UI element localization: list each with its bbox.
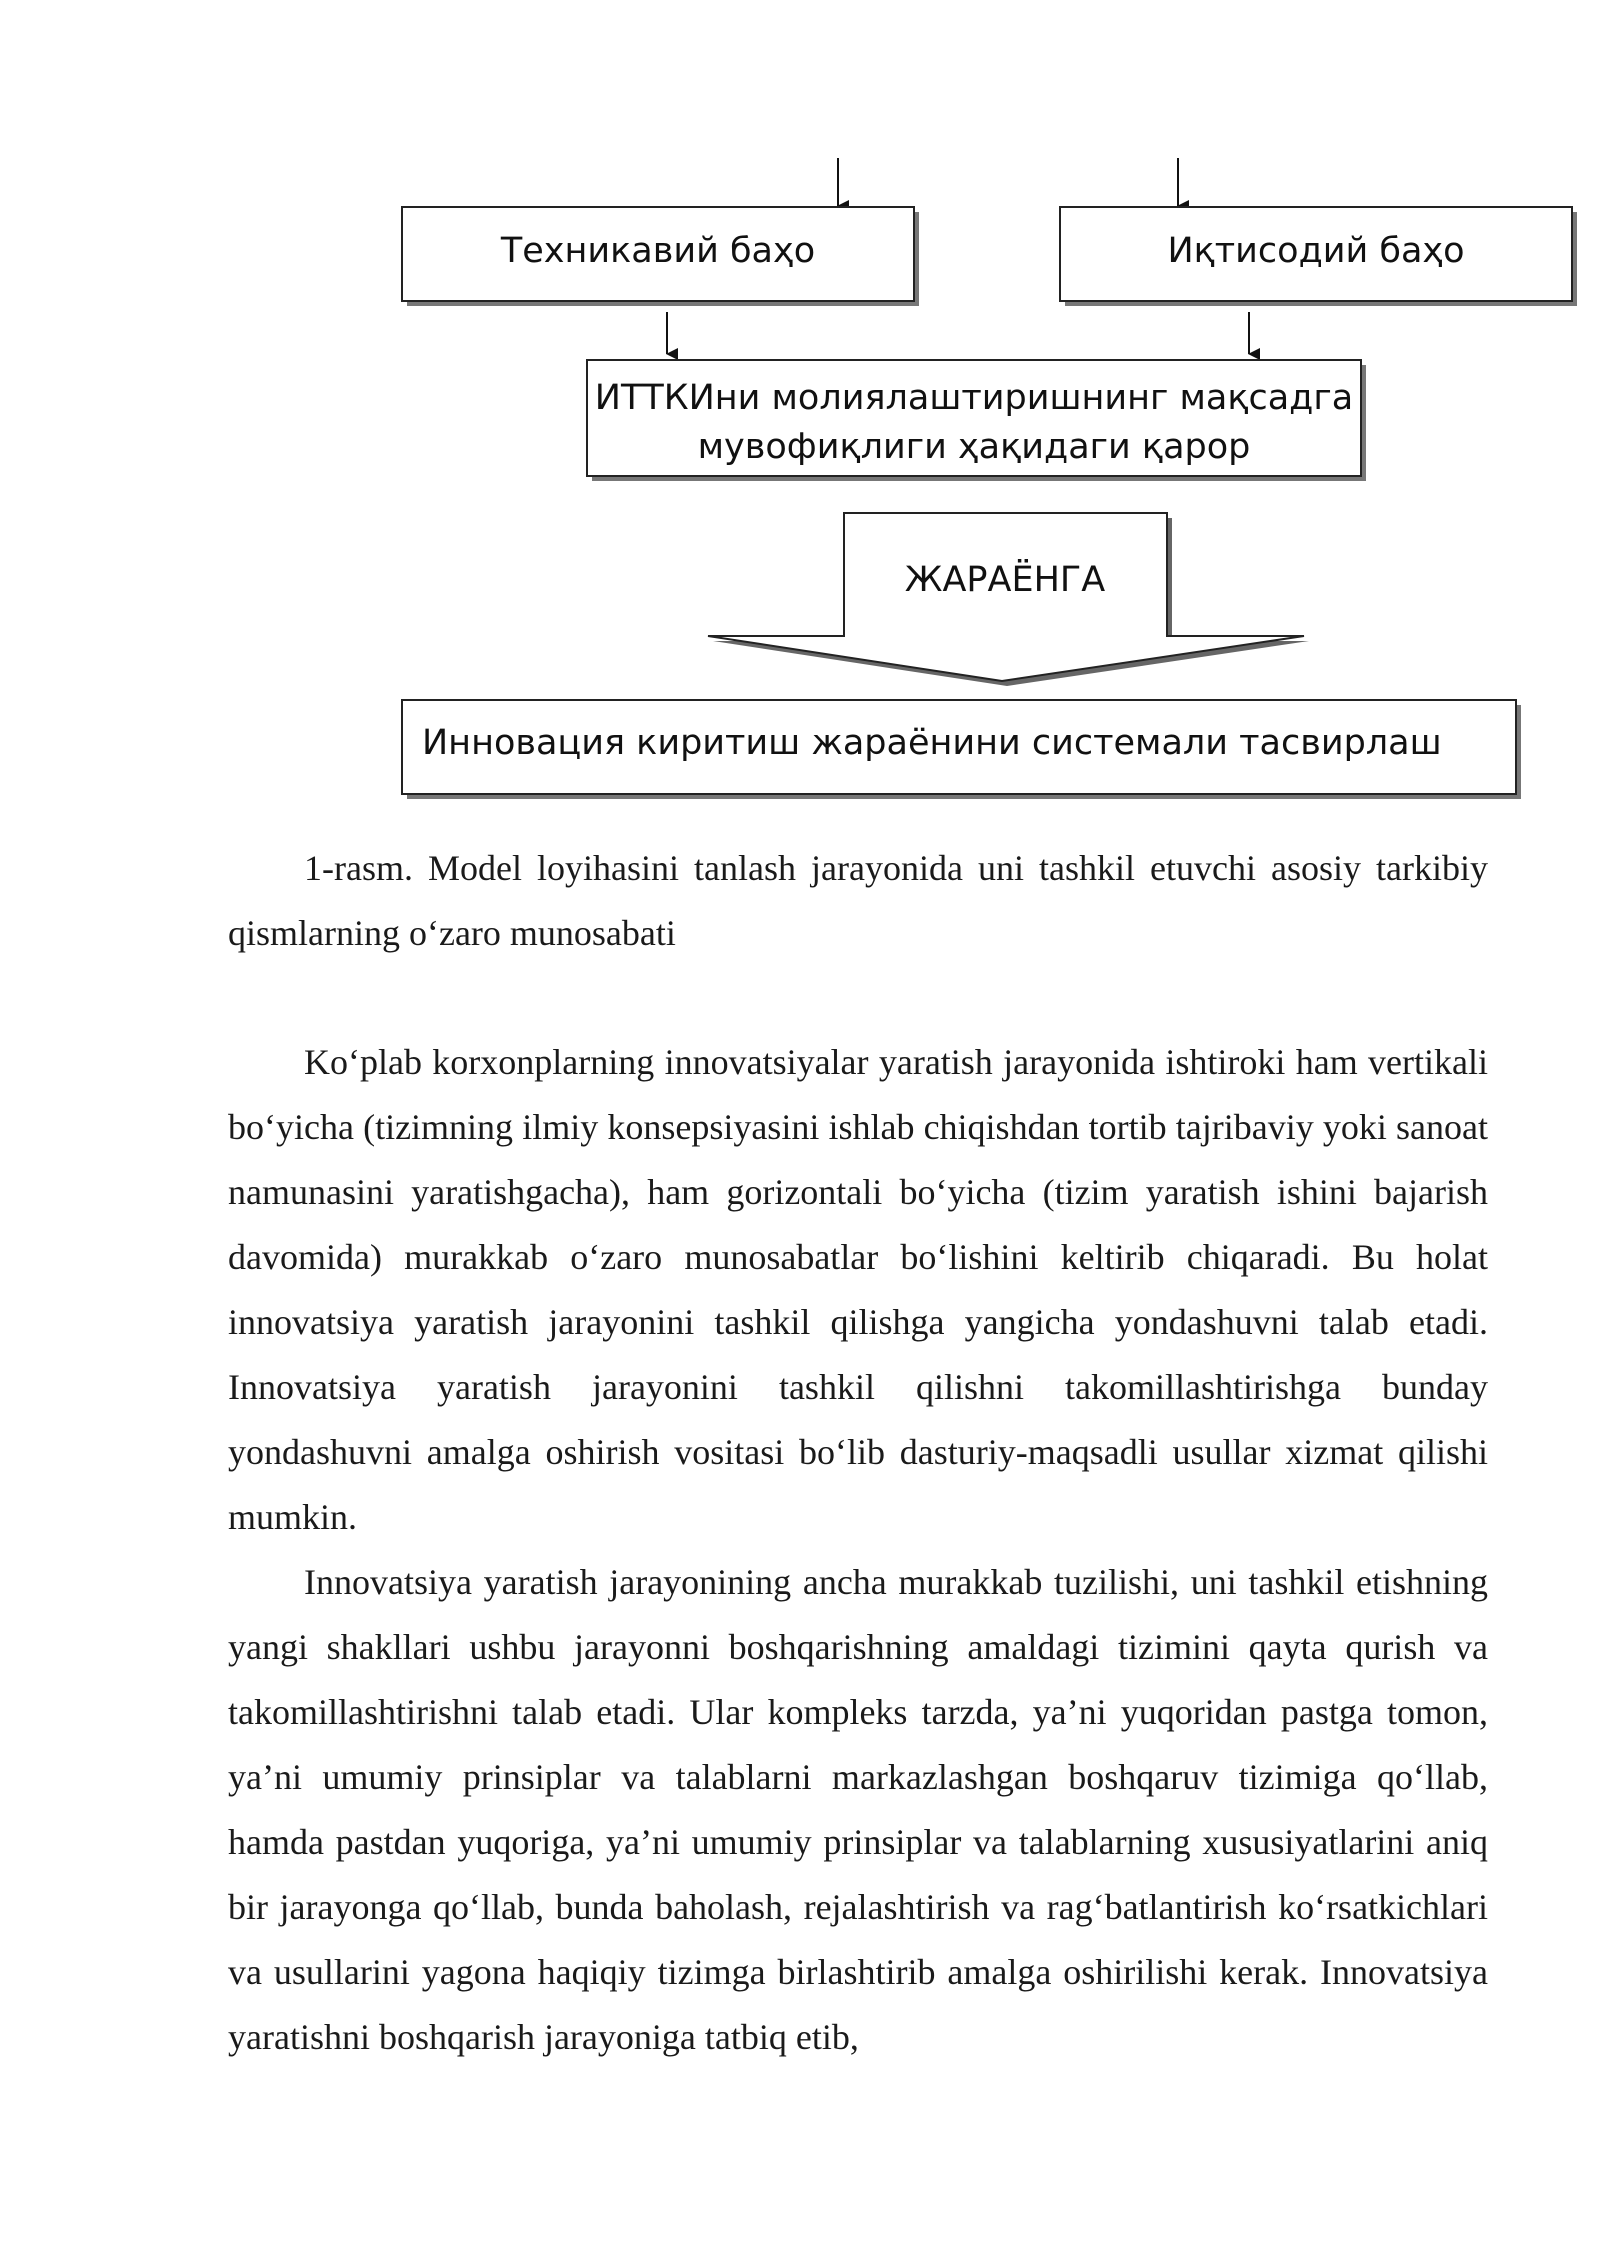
funding-decision-line2: мувофиқлиги ҳақидаги қарор — [697, 427, 1251, 467]
funding-decision-line1: ИТТКИни молиялаштиришнинг мақсадга — [594, 378, 1354, 418]
econ-eval-box — [1060, 207, 1577, 306]
funding-decision-box — [587, 360, 1366, 481]
process-arrow-label: ЖАРАЁНГА — [904, 560, 1106, 600]
paragraph-1: Ko‘plab korxonplarning innovatsiyalar yaratish jarayonida ishtiroki ham vertikali bo‘yicha (tizimning ilmiy konsepsiyasini ishlab chiqishdan tortib tajribaviy yoki sanoat namunasini yaratishgacha), ham gorizontali bo‘yicha (tizim yaratish ishini bajarish davomida) murakkab o‘zaro munosabatlar bo‘lishini keltirib chiqaradi. Bu holat innovatsiya yaratish jarayonini tashkil qilishga yangicha yondashuvni talab etadi. Innovatsiya yaratish jarayonini tashkil qilishni takomillashtirishga bunday yondashuvni amalga oshirish vositasi bo‘lib dasturiy-maqsadli usullar xizmat qilishi mumkin. — [228, 1042, 1488, 1537]
body-text — [228, 1030, 1488, 2070]
paragraph-2: Innovatsiya yaratish jarayonining ancha murakkab tuzilishi, uni tashkil etishning yangi shakllari ushbu jarayonni boshqarishning amaldagi tizimini qayta qurish va takomillashtirishni talab etadi. Ular kompleks tarzda, ya’ni yuqoridan pastga tomon, ya’ni umumiy prinsiplar va talablarni markazlashgan boshqaruv tizimiga qo‘llab, hamda pastdan yuqoriga, ya’ni umumiy prinsiplar va talablarning xususiyatlarini aniq bir jarayonga qo‘llab, bunda baholash, rejalashtirish va rag‘batlantirish ko‘rsatkichlari va usullarini yagona haqiqiy tizimga birlashtirib amalga oshirilishi kerak. Innovatsiya yaratishni boshqarish jarayoniga tatbiq etib, — [228, 1562, 1488, 2057]
econ-eval-label: Иқтисодий баҳо — [1167, 231, 1465, 271]
innovation-process-label: Инновация киритиш жараёнини системали тасвирлаш — [422, 723, 1442, 763]
tech-eval-label: Техникавий баҳо — [500, 231, 816, 271]
flow-diagram — [0, 0, 1600, 820]
innovation-process-box — [402, 700, 1521, 799]
figure-caption: 1-rasm. Model loyihasini tanlash jarayonida uni tashkil etuvchi asosiy tarkibiy qismlarning o‘zaro munosabati — [228, 848, 1488, 953]
process-block-arrow — [708, 513, 1309, 686]
tech-eval-box — [402, 207, 919, 306]
